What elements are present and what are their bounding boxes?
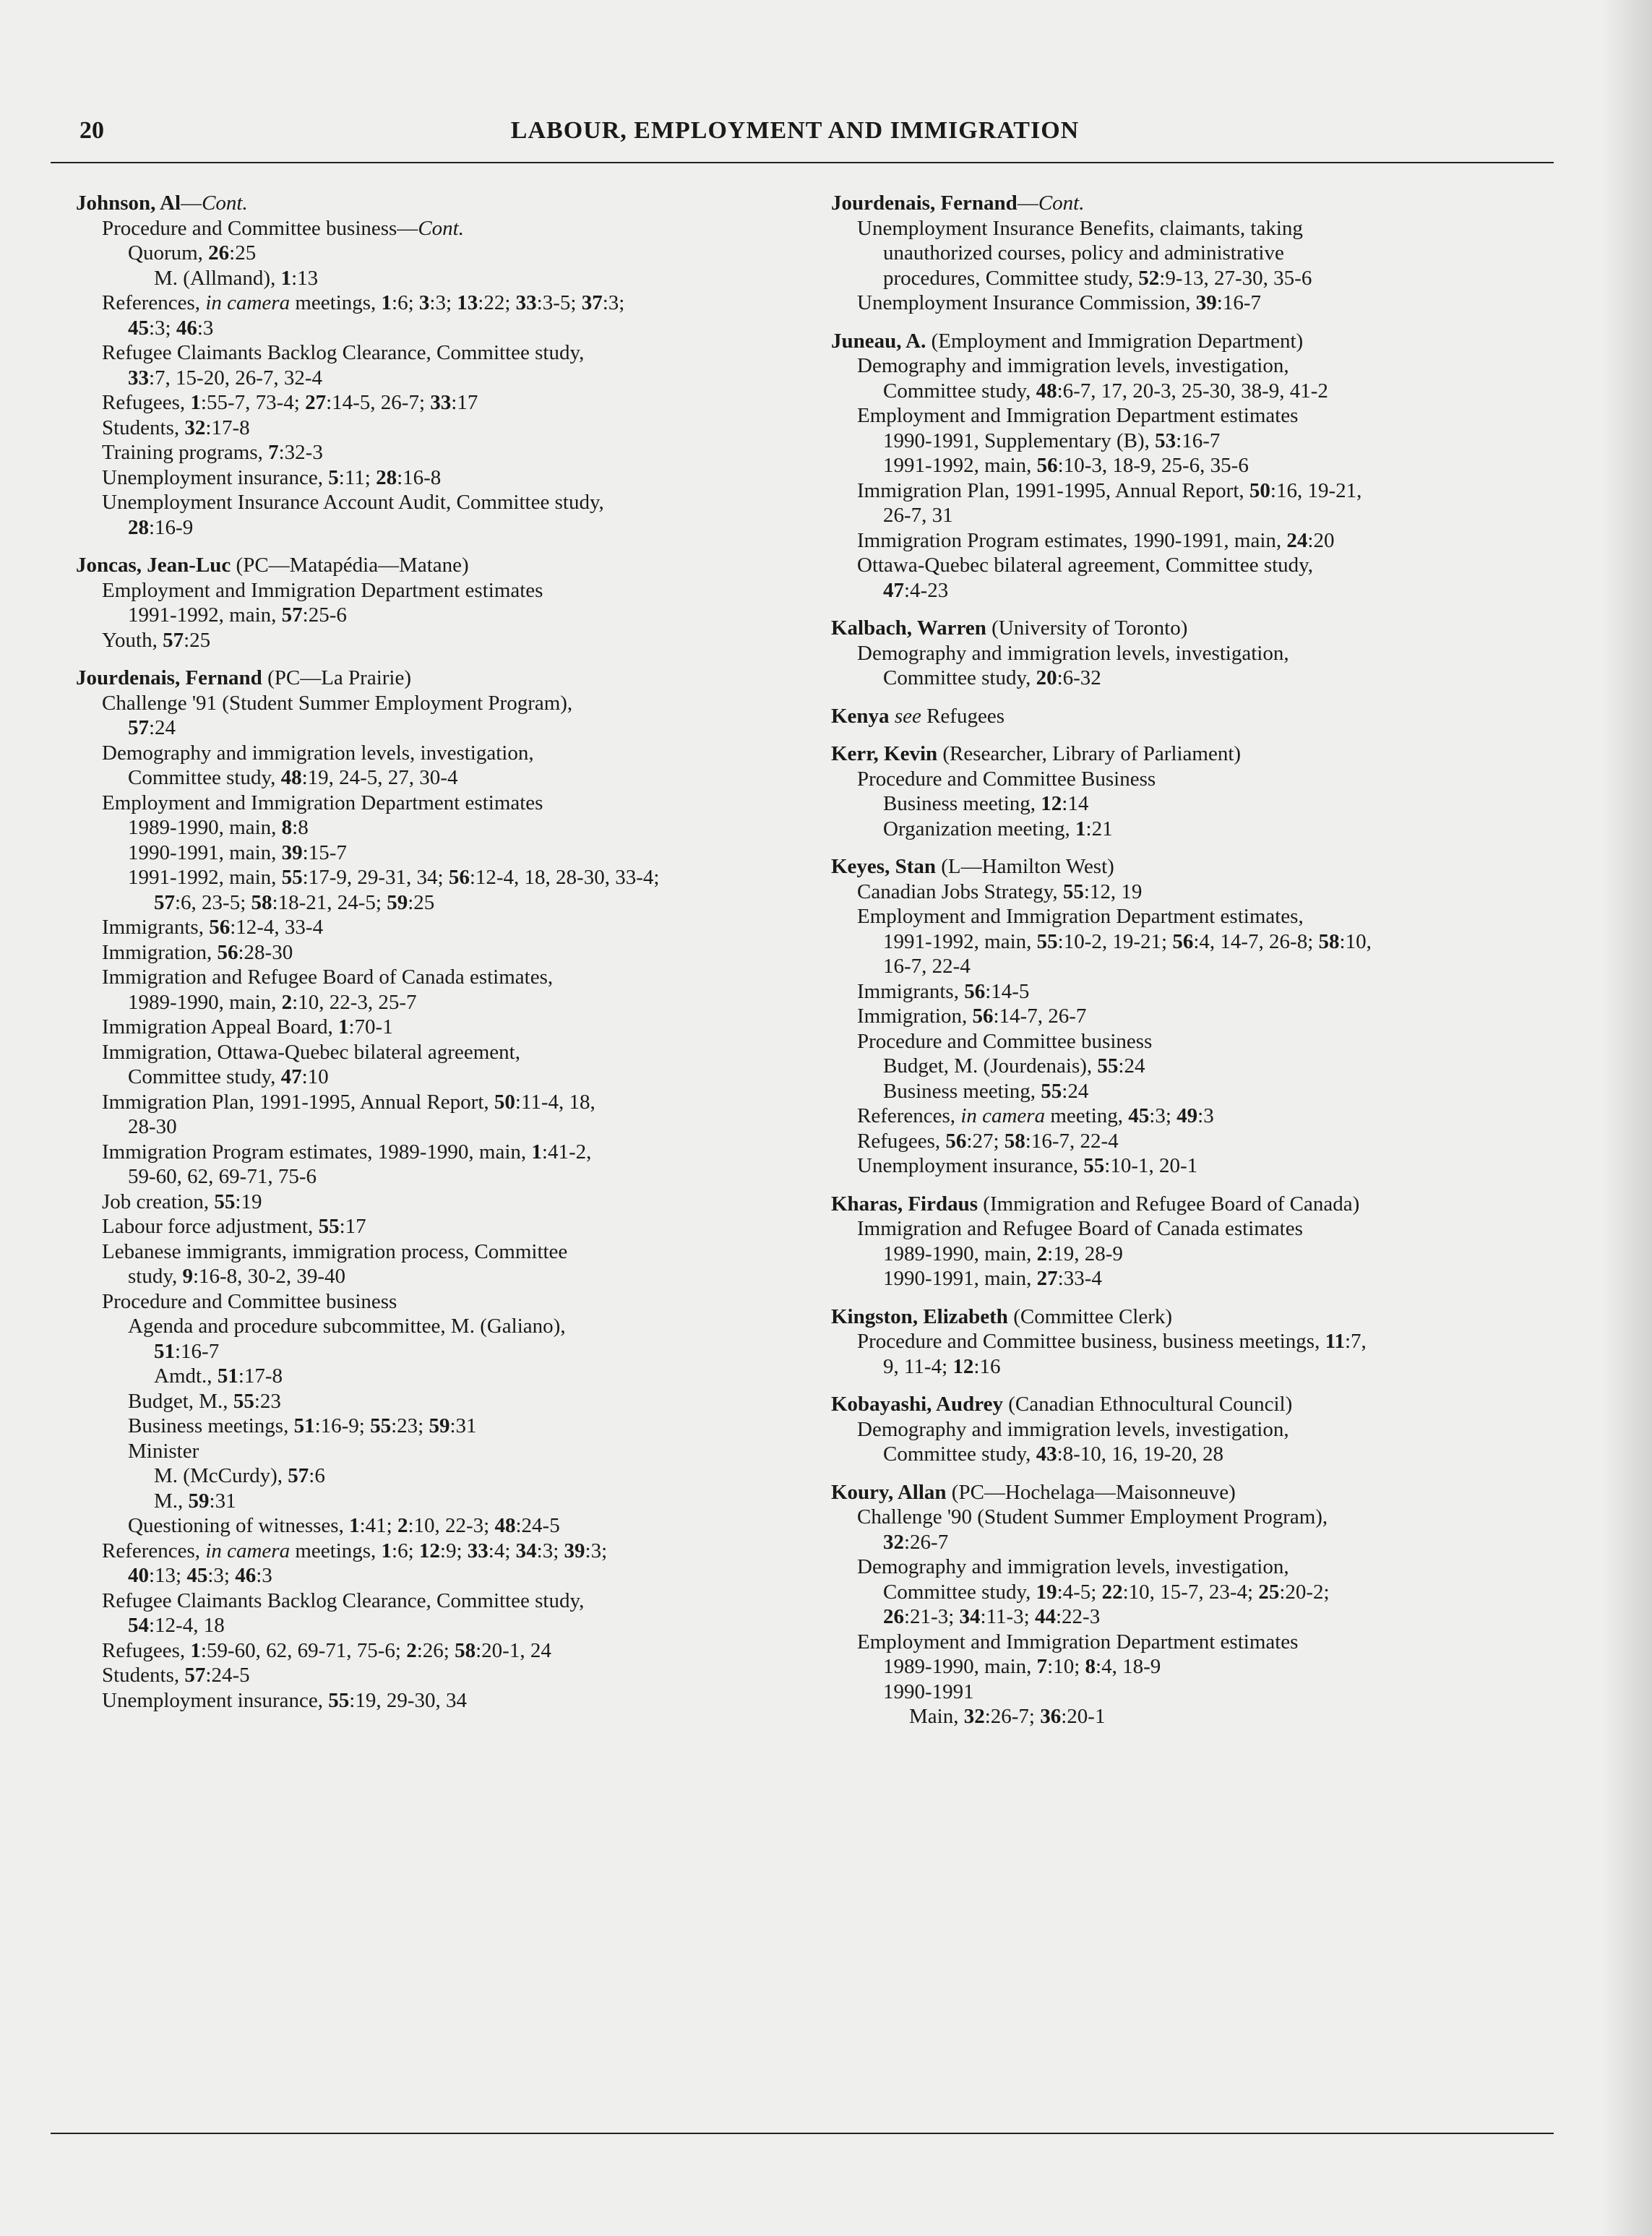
entry-line: Challenge '91 (Student Summer Employment Program), — [102, 691, 573, 715]
index-entry — [831, 1392, 1532, 1467]
entry-line: Quorum, 26:25 — [128, 241, 257, 265]
entry-line: 40:13; 45:3; 46:3 — [128, 1564, 272, 1587]
entry-line: study, 9:16-8, 30-2, 39-40 — [128, 1265, 345, 1288]
entry-heading: Juneau, A. (Employment and Immigration Department) — [831, 329, 1304, 353]
entry-line: Procedure and Committee business, business meetings, 11:7, — [857, 1330, 1367, 1353]
entry-line: M. (Allmand), 1:13 — [154, 266, 319, 290]
entry-line: Ottawa-Quebec bilateral agreement, Committee study, — [857, 554, 1314, 577]
entry-line: Main, 32:26-7; 36:20-1 — [909, 1705, 1106, 1728]
entry-line: 9, 11-4; 12:16 — [883, 1354, 1001, 1378]
entry-line: 51:16-7 — [154, 1339, 220, 1363]
entry-line: Immigration Plan, 1991-1995, Annual Report, 50:11-4, 18, — [102, 1090, 595, 1114]
entry-heading: Johnson, Al—Cont. — [76, 192, 248, 215]
entry-line: Refugee Claimants Backlog Clearance, Committee study, — [102, 341, 585, 364]
entry-line: 1990-1991, Supplementary (B), 53:16-7 — [883, 429, 1221, 452]
entry-line: Employment and Immigration Department estimates, — [857, 905, 1304, 928]
index-entry — [831, 1480, 1532, 1729]
entry-line: Students, 32:17-8 — [102, 416, 250, 439]
entry-line: Committee study, 47:10 — [128, 1065, 329, 1088]
entry-line: Challenge '90 (Student Summer Employment Program), — [857, 1505, 1328, 1528]
entry-line: Demography and immigration levels, investigation, — [857, 641, 1289, 665]
entry-line: 1990-1991 — [883, 1680, 974, 1703]
entry-line: Minister — [128, 1439, 199, 1463]
entry-line: 57:6, 23-5; 58:18-21, 24-5; 59:25 — [154, 890, 435, 914]
entry-line: 1990-1991, main, 39:15-7 — [128, 840, 347, 864]
entry-heading: Kerr, Kevin (Researcher, Library of Parliament) — [831, 742, 1242, 765]
index-entry — [76, 666, 777, 1713]
entry-line: Committee study, 20:6-32 — [883, 666, 1101, 689]
entry-line: Immigration Appeal Board, 1:70-1 — [102, 1015, 393, 1039]
index-entry — [831, 329, 1532, 603]
page-header — [79, 117, 1554, 160]
entry-line: Business meetings, 51:16-9; 55:23; 59:31 — [128, 1414, 477, 1437]
entry-heading: Kharas, Firdaus (Immigration and Refugee Board of Canada) — [831, 1192, 1360, 1216]
right-column — [831, 191, 1532, 1742]
entry-heading: Kobayashi, Audrey (Canadian Ethnocultural Council) — [831, 1393, 1293, 1416]
entry-line: References, in camera meetings, 1:6; 12:9; 33:4; 34:3; 39:3; — [102, 1539, 608, 1562]
entry-line: Agenda and procedure subcommittee, M. (Galiano), — [128, 1315, 566, 1338]
index-entry — [76, 191, 777, 540]
entry-line: Demography and immigration levels, investigation, — [857, 1417, 1289, 1441]
left-column — [76, 191, 777, 1726]
header-rule — [51, 162, 1554, 163]
entry-line: Immigration and Refugee Board of Canada estimates, — [102, 966, 554, 989]
entry-line: Unemployment insurance, 55:19, 29-30, 34 — [102, 1688, 467, 1712]
entry-line: Committee study, 43:8-10, 16, 19-20, 28 — [883, 1442, 1223, 1466]
index-entry — [831, 741, 1532, 841]
footer-rule — [51, 2133, 1554, 2134]
entry-line: Demography and immigration levels, investigation, — [857, 354, 1289, 377]
entry-line: 28:16-9 — [128, 515, 194, 539]
entry-line: Immigration Program estimates, 1990-1991, main, 24:20 — [857, 528, 1335, 552]
entry-line: Immigrants, 56:12-4, 33-4 — [102, 916, 324, 939]
entry-line: Lebanese immigrants, immigration process, Committee — [102, 1239, 568, 1263]
entry-heading: Jourdenais, Fernand—Cont. — [831, 192, 1085, 215]
entry-line: 1991-1992, main, 56:10-3, 18-9, 25-6, 35-6 — [883, 454, 1249, 477]
entry-line: Committee study, 48:19, 24-5, 27, 30-4 — [128, 766, 458, 789]
page-number: 20 — [79, 117, 104, 144]
entry-line: Budget, M. (Jourdenais), 55:24 — [883, 1054, 1145, 1078]
entry-line: Committee study, 19:4-5; 22:10, 15-7, 23-4; 25:20-2; — [883, 1580, 1330, 1604]
entry-line: Amdt., 51:17-8 — [154, 1364, 283, 1388]
entry-line: Procedure and Committee business—Cont. — [102, 216, 464, 240]
entry-line: Committee study, 48:6-7, 17, 20-3, 25-30, 38-9, 41-2 — [883, 379, 1328, 403]
entry-line: 1991-1992, main, 57:25-6 — [128, 603, 347, 627]
entry-line: Unemployment Insurance Account Audit, Committee study, — [102, 491, 604, 514]
entry-line: Demography and immigration levels, investigation, — [102, 741, 534, 765]
entry-line: Refugees, 1:59-60, 62, 69-71, 75-6; 2:26; 58:20-1, 24 — [102, 1638, 551, 1662]
page-edge-shadow — [1601, 0, 1652, 2236]
entry-line: Procedure and Committee business — [102, 1289, 397, 1313]
entry-line: Immigration and Refugee Board of Canada estimates — [857, 1217, 1303, 1240]
entry-line: Business meeting, 12:14 — [883, 792, 1089, 815]
entry-line: Budget, M., 55:23 — [128, 1389, 281, 1413]
index-entry — [831, 1304, 1532, 1380]
entry-line: References, in camera meeting, 45:3; 49:3 — [857, 1104, 1214, 1127]
entry-line: Employment and Immigration Department estimates — [857, 1630, 1299, 1654]
entry-line: References, in camera meetings, 1:6; 3:3; 13:22; 33:3-5; 37:3; — [102, 291, 625, 314]
entry-line: Employment and Immigration Department estimates — [857, 404, 1299, 427]
entry-line: Refugees, 56:27; 58:16-7, 22-4 — [857, 1129, 1119, 1153]
entry-line: Job creation, 55:19 — [102, 1190, 262, 1213]
entry-heading: Jourdenais, Fernand (PC—La Prairie) — [76, 666, 411, 689]
entry-line: Employment and Immigration Department estimates — [102, 791, 543, 814]
entry-line: 26:21-3; 34:11-3; 44:22-3 — [883, 1605, 1101, 1628]
entry-line: 1991-1992, main, 55:10-2, 19-21; 56:4, 14-7, 26-8; 58:10, — [883, 929, 1372, 953]
entry-line: Immigration Plan, 1991-1995, Annual Report, 50:16, 19-21, — [857, 478, 1362, 502]
index-entry — [76, 553, 777, 653]
entry-heading: Joncas, Jean-Luc (PC—Matapédia—Matane) — [76, 554, 469, 577]
entry-line: Students, 57:24-5 — [102, 1664, 250, 1687]
entry-line: 33:7, 15-20, 26-7, 32-4 — [128, 366, 323, 390]
index-entry — [831, 854, 1532, 1179]
entry-line: Immigration, 56:28-30 — [102, 940, 293, 964]
entry-line: 57:24 — [128, 716, 176, 739]
entry-heading: Keyes, Stan (L—Hamilton West) — [831, 855, 1114, 878]
entry-line: Canadian Jobs Strategy, 55:12, 19 — [857, 880, 1143, 903]
entry-line: Unemployment Insurance Commission, 39:16-7 — [857, 291, 1261, 314]
entry-line: Business meeting, 55:24 — [883, 1079, 1089, 1103]
page-title: LABOUR, EMPLOYMENT AND IMMIGRATION — [510, 117, 1080, 144]
entry-line: Training programs, 7:32-3 — [102, 441, 323, 464]
entry-line: 28-30 — [128, 1115, 177, 1138]
entry-line: Procedure and Committee Business — [857, 767, 1156, 791]
entry-line: 47:4-23 — [883, 578, 949, 602]
entry-line: procedures, Committee study, 52:9-13, 27-30, 35-6 — [883, 266, 1312, 290]
index-entry — [831, 191, 1532, 316]
entry-line: Unemployment insurance, 55:10-1, 20-1 — [857, 1154, 1198, 1177]
entry-heading: Kenya see Refugees — [831, 704, 1004, 728]
entry-line: Unemployment Insurance Benefits, claimants, taking — [857, 216, 1303, 240]
index-entry — [831, 704, 1532, 729]
entry-line: Unemployment insurance, 5:11; 28:16-8 — [102, 465, 442, 489]
entry-heading: Kalbach, Warren (University of Toronto) — [831, 616, 1188, 640]
entry-heading: Kingston, Elizabeth (Committee Clerk) — [831, 1304, 1173, 1328]
entry-line: 1989-1990, main, 7:10; 8:4, 18-9 — [883, 1655, 1161, 1678]
entry-line: Immigration Program estimates, 1989-1990, main, 1:41-2, — [102, 1140, 592, 1164]
entry-line: 45:3; 46:3 — [128, 316, 214, 340]
entry-line: 26-7, 31 — [883, 504, 953, 527]
entry-line: 59-60, 62, 69-71, 75-6 — [128, 1165, 317, 1188]
entry-line: 1990-1991, main, 27:33-4 — [883, 1267, 1102, 1290]
entry-heading: Koury, Allan (PC—Hochelaga—Maisonneuve) — [831, 1480, 1236, 1504]
entry-line: 32:26-7 — [883, 1530, 949, 1554]
index-entry — [831, 1192, 1532, 1291]
index-entry — [831, 616, 1532, 691]
entry-line: Refugee Claimants Backlog Clearance, Committee study, — [102, 1588, 585, 1612]
entry-line: 1991-1992, main, 55:17-9, 29-31, 34; 56:12-4, 18, 28-30, 33-4; — [128, 866, 660, 889]
entry-line: Procedure and Committee business — [857, 1029, 1153, 1053]
entry-line: 1989-1990, main, 8:8 — [128, 816, 309, 839]
entry-line: Questioning of witnesses, 1:41; 2:10, 22-3; 48:24-5 — [128, 1514, 560, 1537]
entry-line: 54:12-4, 18 — [128, 1614, 225, 1637]
entry-line: Employment and Immigration Department estimates — [102, 578, 543, 602]
entry-line: Immigration, 56:14-7, 26-7 — [857, 1005, 1087, 1028]
entry-line: unauthorized courses, policy and administrative — [883, 241, 1284, 265]
entry-line: M. (McCurdy), 57:6 — [154, 1464, 325, 1487]
entry-line: M., 59:31 — [154, 1489, 236, 1513]
entry-line: Immigrants, 56:14-5 — [857, 979, 1030, 1003]
entry-line: Refugees, 1:55-7, 73-4; 27:14-5, 26-7; 33:17 — [102, 391, 478, 414]
entry-line: 16-7, 22-4 — [883, 955, 971, 978]
entry-line: Demography and immigration levels, investigation, — [857, 1555, 1289, 1578]
entry-line: Organization meeting, 1:21 — [883, 817, 1113, 840]
entry-line: Immigration, Ottawa-Quebec bilateral agreement, — [102, 1040, 520, 1064]
entry-line: Labour force adjustment, 55:17 — [102, 1215, 366, 1238]
entry-line: Youth, 57:25 — [102, 628, 211, 652]
entry-line: 1989-1990, main, 2:19, 28-9 — [883, 1242, 1123, 1265]
entry-line: 1989-1990, main, 2:10, 22-3, 25-7 — [128, 990, 417, 1014]
